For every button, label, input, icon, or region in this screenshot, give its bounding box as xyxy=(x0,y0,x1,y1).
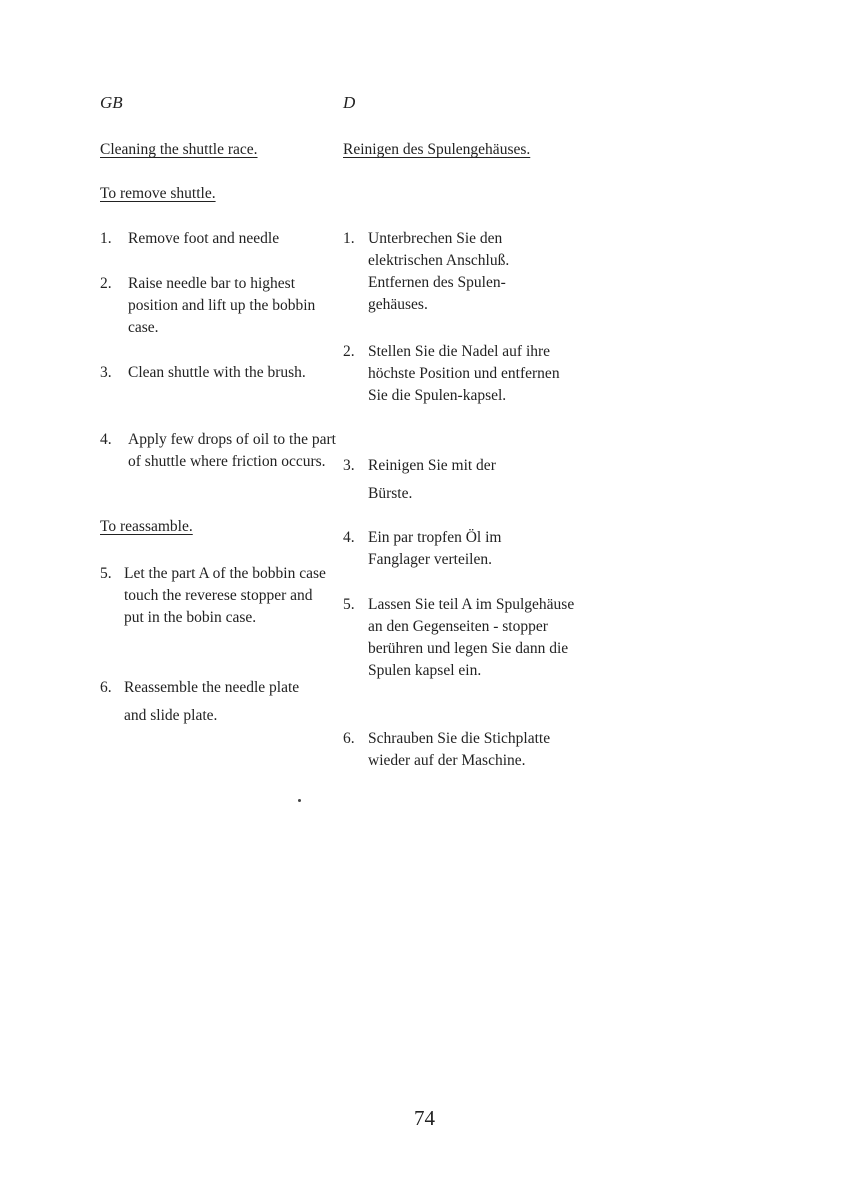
step-number: 1. xyxy=(343,230,355,247)
d-step-1 xyxy=(343,228,559,316)
step-number: 4. xyxy=(100,431,112,448)
step-text: Raise needle bar to highest position and lift up the bobbin case. xyxy=(128,275,316,336)
d-step-3 xyxy=(343,452,565,508)
step-text: Schrauben Sie die Stichplatte wieder auf der Maschine. xyxy=(368,730,551,769)
step-text: Reinigen Sie mit der Bürste. xyxy=(368,457,496,502)
gb-step-3 xyxy=(100,362,336,384)
step-number: 4. xyxy=(343,529,355,546)
scan-speck xyxy=(298,799,301,802)
step-number: 2. xyxy=(100,275,112,292)
step-number: 6. xyxy=(100,679,112,696)
page-number: 74 xyxy=(414,1106,435,1130)
step-number: 3. xyxy=(100,364,112,381)
step-text: Remove foot and needle xyxy=(128,230,280,247)
step-text: Apply few drops of oil to the part of shuttle where friction occurs. xyxy=(128,431,336,470)
gb-step-6 xyxy=(100,674,336,730)
reassemble-heading: To reassamble. xyxy=(100,518,193,535)
d-step-5 xyxy=(343,594,583,682)
gb-step-4 xyxy=(100,429,336,473)
remove-shuttle-heading: To remove shuttle. xyxy=(100,185,216,202)
gb-step-2 xyxy=(100,273,336,339)
step-text: Let the part A of the bobbin case touch the reverese stopper and put in the bobin case. xyxy=(124,565,326,626)
step-text: Unterbrechen Sie den elektrischen Anschluß. Entfernen des Spulen-gehäuses. xyxy=(368,230,510,313)
step-number: 6. xyxy=(343,730,355,747)
language-label-d: D xyxy=(343,93,356,112)
step-text: Stellen Sie die Nadel auf ihre höchste Position und entfernen Sie die Spulen-kapsel. xyxy=(368,343,560,404)
d-step-2 xyxy=(343,341,565,407)
step-number: 1. xyxy=(100,230,112,247)
language-label-gb: GB xyxy=(100,93,123,112)
d-step-4 xyxy=(343,527,565,571)
section-title-d: Reinigen des Spulengehäuses. xyxy=(343,141,531,158)
section-title-gb: Cleaning the shuttle race. xyxy=(100,141,258,158)
d-step-6 xyxy=(343,728,573,772)
step-text: Reassemble the needle plate and slide plate. xyxy=(124,679,300,724)
step-number: 5. xyxy=(100,565,112,582)
step-text: Clean shuttle with the brush. xyxy=(128,364,306,381)
step-number: 5. xyxy=(343,596,355,613)
step-number: 3. xyxy=(343,457,355,474)
step-text: Lassen Sie teil A im Spulgehäuse an den Gegenseiten - stopper berühren und legen Sie dann die Spulen kapsel ein. xyxy=(368,596,575,679)
gb-step-5 xyxy=(100,563,336,629)
step-text: Ein par tropfen Öl im Fanglager verteilen. xyxy=(368,529,502,568)
step-number: 2. xyxy=(343,343,355,360)
gb-step-1 xyxy=(100,228,336,250)
